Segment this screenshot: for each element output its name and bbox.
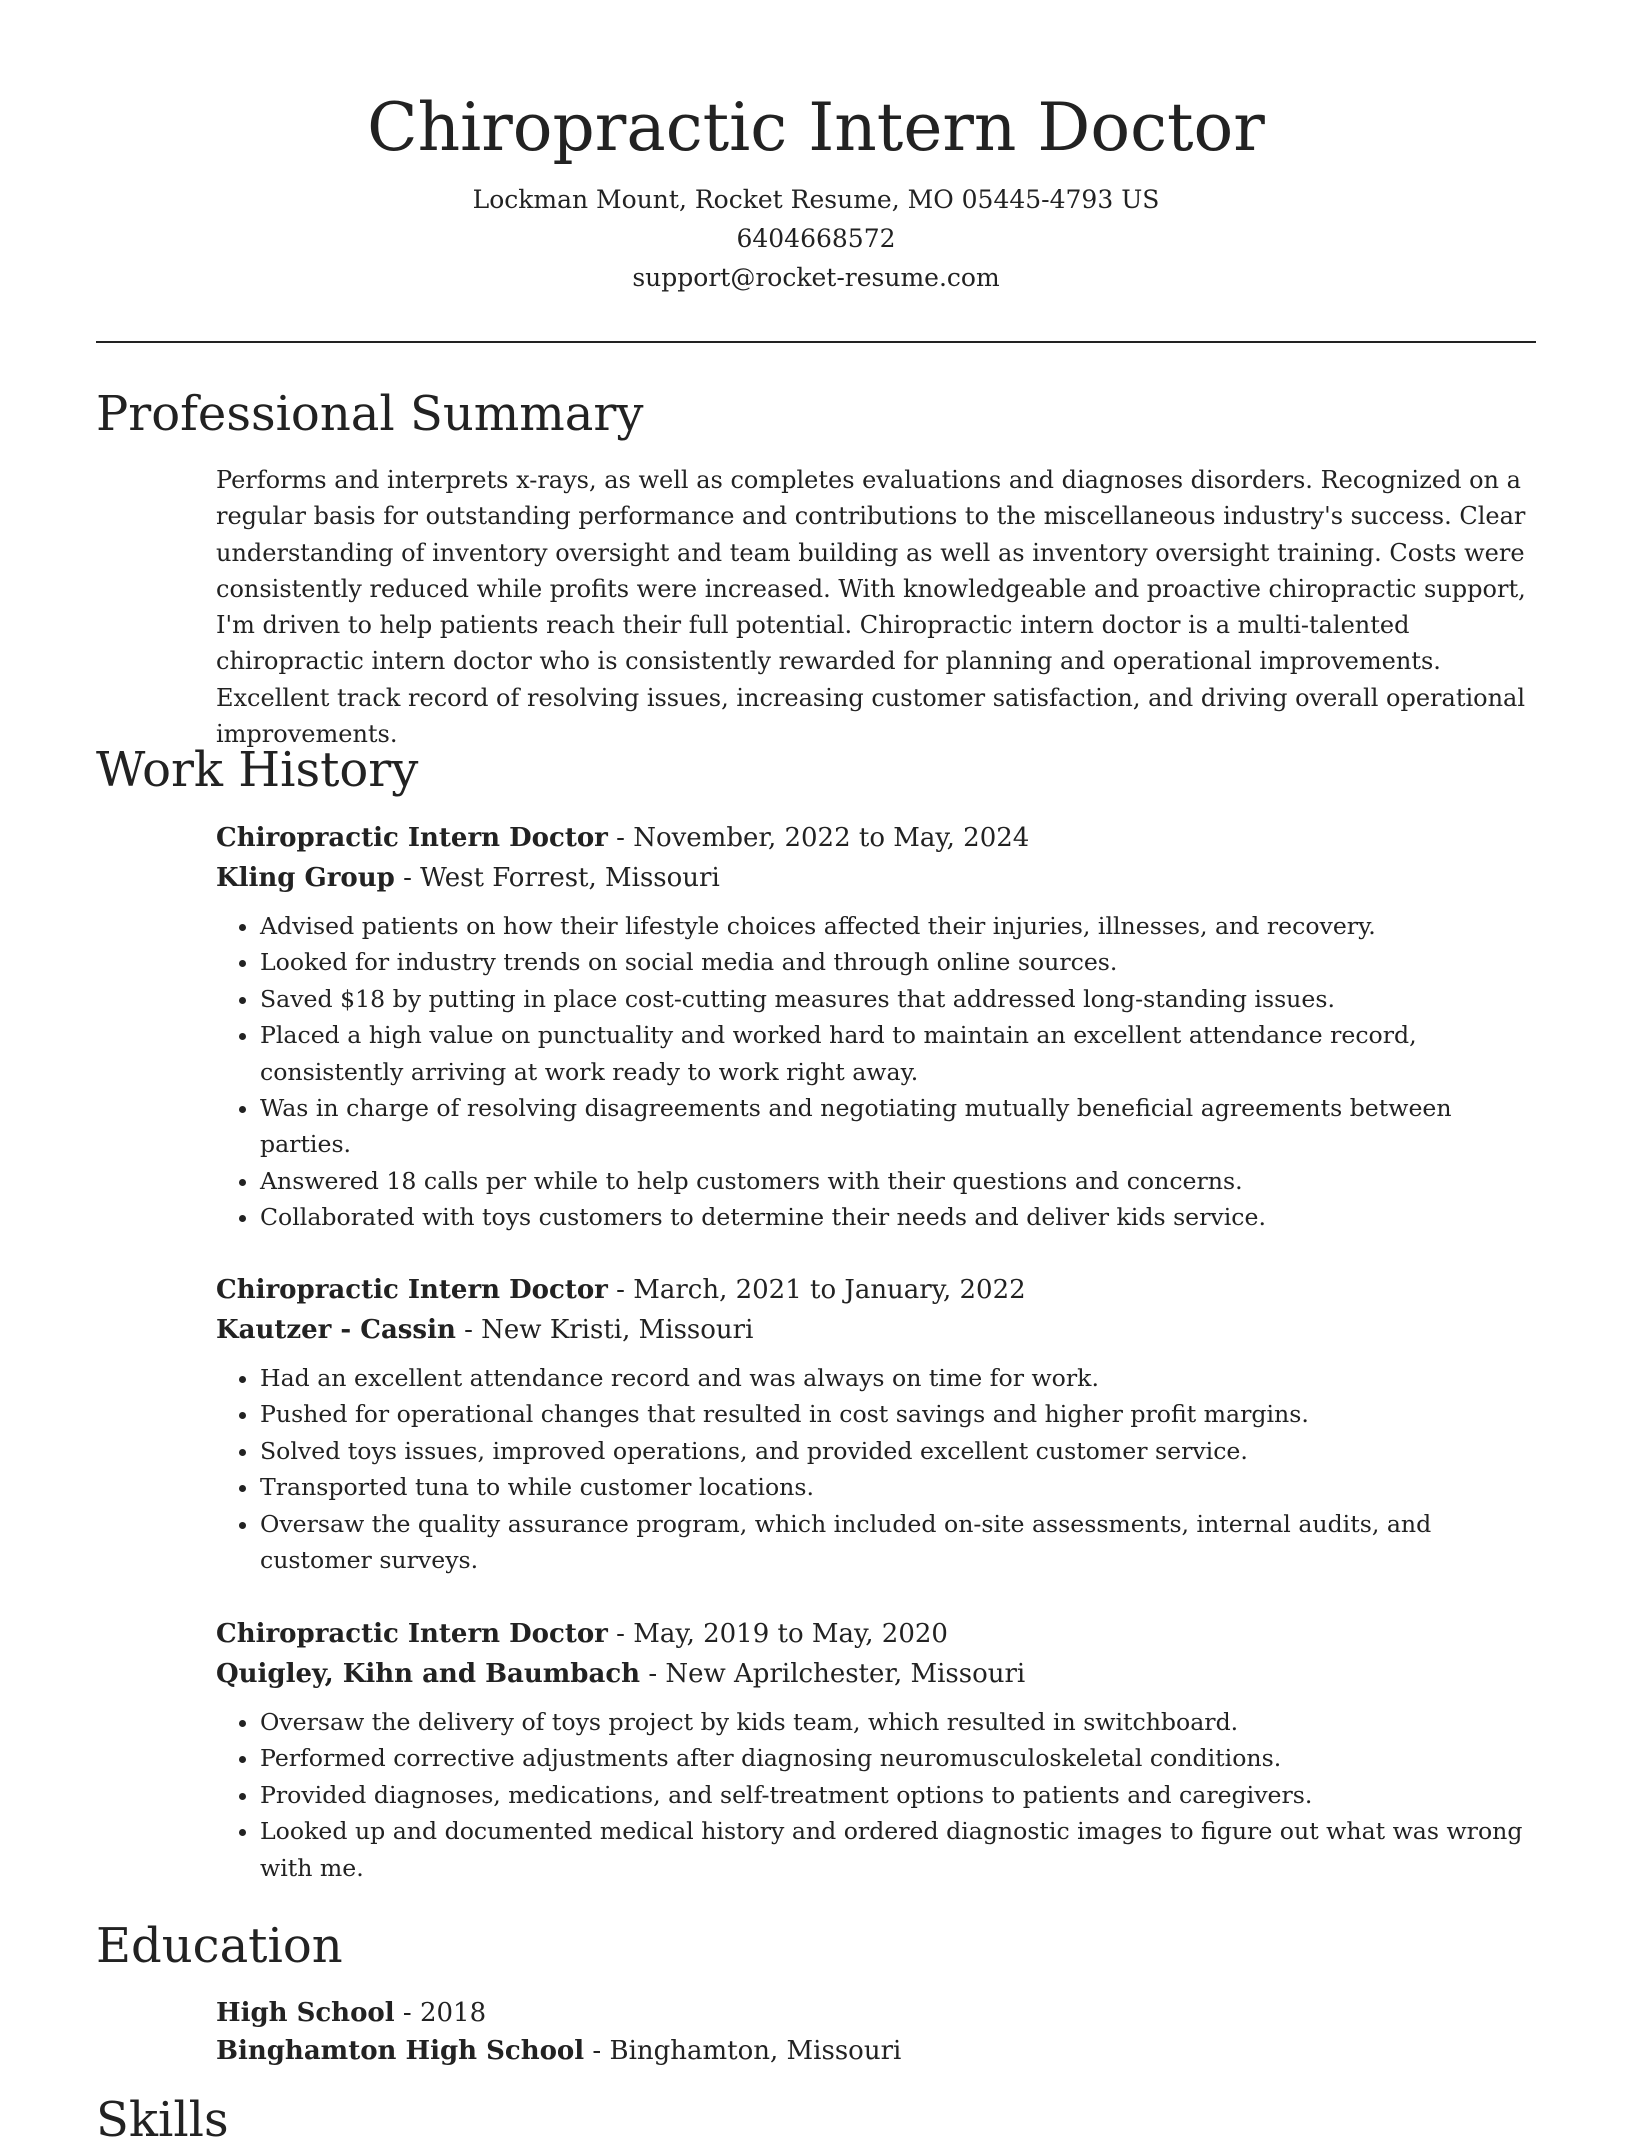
list-item: • Collaborated with toys customers to determine their needs and deliver kids service. (260, 1199, 1536, 1235)
job-bullets (216, 1704, 1536, 1886)
job-entry-2 (216, 1270, 1536, 1578)
list-item: • Had an excellent attendance record and was always on time for work. (260, 1360, 1536, 1396)
job-bullets (216, 1360, 1536, 1578)
job-location: - New Aprilchester, Missouri (640, 1659, 1026, 1689)
job-company: Quigley, Kihn and Baumbach (216, 1659, 641, 1689)
education-entry (216, 1994, 1536, 2070)
list-item: • Placed a high value on punctuality and worked hard to maintain an excellent attendance record, consistently arriving at work ready to work right away. (260, 1017, 1536, 1090)
list-item: • Looked up and documented medical history and ordered diagnostic images to figure out what was wrong with me. (260, 1813, 1536, 1886)
contact-address: Lockman Mount, Rocket Resume, MO 05445-4793 US (472, 185, 1160, 214)
job-company-line (216, 858, 1536, 898)
job-company: Kling Group (216, 863, 395, 893)
summary-heading: Professional Summary (96, 386, 644, 442)
list-item: • Performed corrective adjustments after diagnosing neuromusculoskeletal conditions. (260, 1740, 1536, 1776)
list-item: • Oversaw the delivery of toys project by kids team, which resulted in switchboard. (260, 1704, 1536, 1740)
list-item: • Pushed for operational changes that resulted in cost savings and higher profit margins. (260, 1396, 1536, 1432)
contact-email: support@rocket-resume.com (632, 263, 1000, 292)
job-title-line (216, 1614, 1536, 1654)
candidate-name: Chiropractic Intern Doctor (367, 89, 1265, 166)
list-item: • Solved toys issues, improved operations, and provided excellent customer service. (260, 1433, 1536, 1469)
header-divider (96, 341, 1536, 343)
job-dates: - May, 2019 to May, 2020 (607, 1619, 948, 1649)
skills-heading: Skills (96, 2092, 229, 2148)
contact-phone: 6404668572 (736, 224, 896, 253)
list-item: • Provided diagnoses, medications, and self-treatment options to patients and caregivers. (260, 1777, 1536, 1813)
list-item: • Saved $18 by putting in place cost-cutting measures that addressed long-standing issues. (260, 981, 1536, 1017)
job-entry-1 (216, 818, 1536, 1236)
education-degree-line (216, 1994, 1536, 2032)
contact-info (96, 180, 1536, 297)
list-item: • Was in charge of resolving disagreements and negotiating mutually beneficial agreements between parties. (260, 1090, 1536, 1163)
job-company-line (216, 1310, 1536, 1350)
summary-text: Performs and interprets x-rays, as well as completes evaluations and diagnoses disorders. Recognized on a regular basis for outstanding performance and contributions to the miscellaneous industry's success. Clear understanding of inventory oversight and team building as well as inventory oversight training. Costs were consistently reduced while profits were increased. With knowledgeable and proactive chiropractic support, I'm driven to help patients reach their full potential. Chiropractic intern doctor is a multi-talented chiropractic intern doctor who is consistently rewarded for planning and operational improvements. Excellent track record of resolving issues, increasing customer satisfaction, and driving overall operational improvements. (216, 466, 1526, 749)
resume-header (96, 82, 1536, 297)
job-role: Chiropractic Intern Doctor (216, 823, 608, 853)
job-company: Kautzer - Cassin (216, 1315, 456, 1345)
job-role: Chiropractic Intern Doctor (216, 1275, 608, 1305)
job-role: Chiropractic Intern Doctor (216, 1619, 608, 1649)
list-item: • Advised patients on how their lifestyle choices affected their injuries, illnesses, and recovery. (260, 908, 1536, 944)
work-history-heading: Work History (96, 742, 419, 798)
list-item: • Transported tuna to while customer locations. (260, 1469, 1536, 1505)
job-company-line (216, 1654, 1536, 1694)
job-title-line (216, 818, 1536, 858)
job-bullets (216, 908, 1536, 1236)
job-dates: - November, 2022 to May, 2024 (607, 823, 1030, 853)
education-heading: Education (96, 1918, 343, 1974)
job-title-line (216, 1270, 1536, 1310)
education-degree: High School (216, 1998, 395, 2028)
job-location: - West Forrest, Missouri (394, 863, 720, 893)
job-location: - New Kristi, Missouri (455, 1315, 754, 1345)
job-dates: - March, 2021 to January, 2022 (607, 1275, 1026, 1305)
job-entry-3 (216, 1614, 1536, 1886)
education-year: - 2018 (394, 1998, 487, 2028)
list-item: • Oversaw the quality assurance program, which included on-site assessments, internal audits, and customer surveys. (260, 1506, 1536, 1579)
list-item: • Answered 18 calls per while to help customers with their questions and concerns. (260, 1163, 1536, 1199)
education-school: Binghamton High School (216, 2036, 585, 2066)
education-location: - Binghamton, Missouri (584, 2036, 902, 2066)
list-item: • Looked for industry trends on social media and through online sources. (260, 944, 1536, 980)
education-school-line (216, 2032, 1536, 2070)
summary-section (216, 462, 1536, 752)
